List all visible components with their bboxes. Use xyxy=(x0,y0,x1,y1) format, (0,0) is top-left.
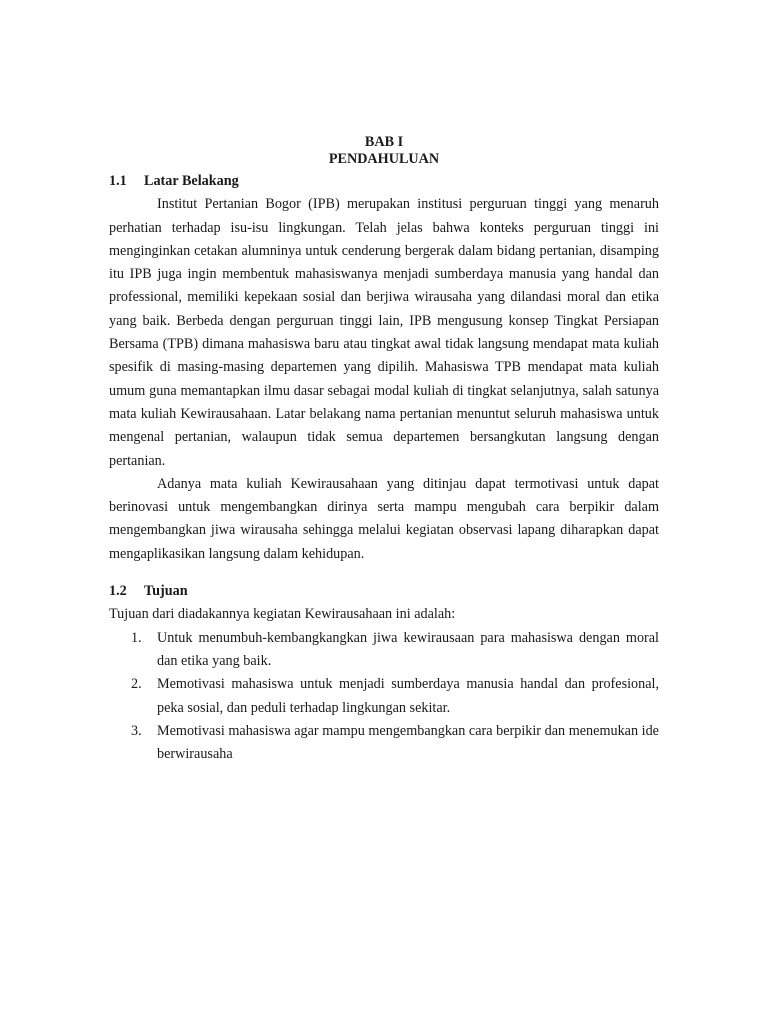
list-item-text: Untuk menumbuh-kembangkangkan jiwa kewirausaan para mahasiswa dengan moral dan etika yang baik. xyxy=(157,629,659,669)
chapter-number: BAB I xyxy=(364,134,404,150)
paragraph: Adanya mata kuliah Kewirausahaan yang ditinjau dapat termotivasi untuk dapat berinovasi untuk mengembangkan dirinya serta mampu mengubah cara berpikir dalam mengembangkan jiwa wirausaha sehingga melalui kegiatan observasi lapang diharapkan dapat mengaplikasikan langsung dalam kehidupan. xyxy=(109,475,659,562)
list-marker: 3. xyxy=(131,722,142,739)
goals-list xyxy=(109,627,659,767)
list-item xyxy=(109,627,659,674)
list-item-text: Memotivasi mahasiswa agar mampu mengembangkan cara berpikir dan menemukan ide berwirausaha xyxy=(157,722,659,763)
section-spacer xyxy=(109,566,659,580)
section-number: 1.2 xyxy=(109,583,127,600)
section-title: Latar Belakang xyxy=(144,173,239,189)
section-title: Tujuan xyxy=(144,583,188,600)
list-item-text: Memotivasi mahasiswa untuk menjadi sumberdaya manusia handal dan profesional, peka sosial, dan peduli terhadap lingkungan sekitar. xyxy=(157,676,659,716)
list-item xyxy=(109,720,659,767)
chapter-title: PENDAHULUAN xyxy=(328,151,440,167)
goals-intro: Tujuan dari diadakannya kegiatan Kewirausahaan ini adalah: xyxy=(109,606,456,623)
list-marker: 1. xyxy=(131,629,142,646)
paragraph: Institut Pertanian Bogor (IPB) merupakan institusi perguruan tinggi yang menaruh perhatian terhadap isu-isu lingkungan. Telah jelas bahwa konteks perguruan tinggi ini menginginkan cetakan alumninya untuk cenderung bergerak dalam bidang pertanian, disamping itu IPB juga ingin membentuk mahasiswanya menjadi sumberdaya manusia yang handal dan professional, memiliki kepekaan sosial dan berjiwa wirausaha yang dilandasi moral dan etika yang baik. Berbeda dengan perguruan tinggi lain, IPB mengusung konsep Tingkat Persiapan Bersama (TPB) dimana mahasiswa baru atau tingkat awal tidak langsung mendapat mata kuliah spesifik di masing-masing departemen yang dipilih. Mahasiswa TPB mendapat mata kuliah umum guna memantapkan ilmu dasar sebagai modal kuliah di tingkat selanjutnya, salah satunya mata kuliah Kewirausahaan. Latar belakang nama pertanian menuntut seluruh mahasiswa untuk mengenal pertanian, walaupun tidak semua departemen bersangkutan langsung dengan pertanian. xyxy=(109,196,659,469)
section-number: 1.1 xyxy=(109,173,127,189)
section-heading-latar-belakang xyxy=(109,170,659,193)
section-heading-tujuan xyxy=(109,580,659,603)
list-marker: 2. xyxy=(131,676,142,693)
document-page xyxy=(109,134,659,766)
list-item xyxy=(109,673,659,720)
